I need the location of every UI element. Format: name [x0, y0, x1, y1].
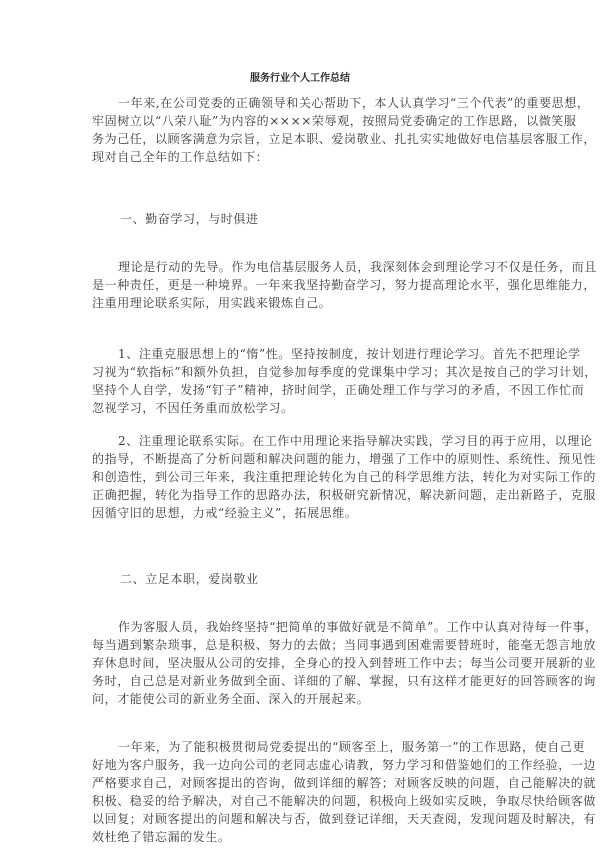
document-title: 服务行业个人工作总结 — [250, 73, 350, 84]
text-line: 和创造性，到公司三年来，我注重把理论转化为自己的科学思维方法，转化为对实际工作的 — [92, 470, 597, 484]
text-line: 2、注重理论联系实际。在工作中用理论来指导解决实践，学习目的再于应用，以理论 — [118, 434, 593, 448]
text-line: 的指导，不断提高了分析问题和解决问题的能力，增强了工作中的原则性、系统性、预见性 — [92, 452, 597, 466]
text-line: 务为己任，以顾客满意为宗旨，立足本职、爱岗敬业、扎扎实实地做好电信基层客服工作， — [92, 132, 597, 146]
text-line: 正确把握，转化为指导工作的思路办法，积极研究新情况，解决新问题，走出新路子，克服 — [92, 488, 597, 502]
text-line: 积极、稳妥的给予解决，对自己不能解决的问题，积极向上级如实反映，争取尽快给顾客做 — [92, 794, 597, 808]
paragraph-customer-service — [92, 618, 598, 708]
text-line: 坚持个人自学，发扬“钉子”精神，挤时间学，正确处理工作与学习的矛盾，不因工作忙而 — [92, 383, 585, 397]
text-line: 问，才能使公司的新业务全面、深入的开展起来。 — [92, 692, 370, 706]
text-line: 弃休息时间，坚决服从公司的安排，全身心的投入到替班工作中去；每当公司要开展新的业 — [92, 656, 597, 670]
text-line: 作为客服人员，我始终坚持“把简单的事做好就是不简单”。工作中认真对待每一件事， — [118, 620, 598, 634]
paragraph-theory — [92, 258, 597, 312]
text-line: 1、注重克服思想上的“惰”性。坚持按制度，按计划进行理论学习。首先不把理论学 — [118, 347, 581, 361]
text-line: 严格要求自己，对顾客提出的咨询，做到详细的解答；对顾客反映的问题，自己能解决的就 — [92, 776, 597, 790]
text-line: 一年来，为了能积极贯彻局党委提出的“顾客至上，服务第一”的工作思路，使自己更 — [118, 740, 586, 754]
text-line: 以回复；对顾客提出的问题和解决与否，做到登记详细，天天查阅，发现问题及时解决，有 — [92, 812, 597, 826]
text-line: 是一种责任，更是一种境界。一年来我坚持勤奋学习，努力提高理论水平，强化思维能力， — [92, 278, 597, 292]
paragraph-intro — [92, 94, 597, 166]
text-line: 效杜绝了错忘漏的发生。 — [92, 830, 231, 844]
section-heading-2: 二、立足本职，爱岗敬业 — [120, 572, 259, 586]
section-heading-1: 一、勤奋学习，与时俱进 — [120, 212, 259, 226]
text-line: 每当遇到繁杂琐事，总是积极、努力的去做；当同事遇到困难需要替班时，能毫无怨言地放 — [92, 638, 597, 652]
paragraph-year-review — [92, 738, 597, 846]
text-line: 理论是行动的先导。作为电信基层服务人员，我深刻体会到理论学习不仅是任务，而且 — [118, 260, 597, 274]
text-line: 务时，自己总是对新业务做到全面、详细的了解、掌握，只有这样才能更好的回答顾客的询 — [92, 674, 597, 688]
text-line: 一年来,在公司党委的正确领导和关心帮助下，本人认真学习“三个代表”的重要思想， — [118, 96, 590, 110]
text-line: 现对自己全年的工作总结如下： — [92, 150, 269, 164]
text-line: 因循守旧的思想，力戒“经验主义”，拓展思维。 — [92, 506, 358, 520]
text-line: 习视为“软指标”和额外负担，自觉参加每季度的党课集中学习；其次是按自己的学习计划， — [92, 365, 597, 379]
text-line: 好地为客户服务，我一边向公司的老同志虚心请教，努力学习和借鉴她们的工作经验，一边 — [92, 758, 597, 772]
text-line: 注重用理论联系实际，用实践来锻炼自己。 — [92, 296, 332, 310]
paragraph-point-2 — [92, 432, 597, 522]
paragraph-point-1 — [92, 345, 597, 417]
text-line: 忽视学习，不因任务重而放松学习。 — [92, 401, 294, 415]
text-line: 牢固树立以“八荣八耻”为内容的××××荣辱观，按照局党委确定的工作思路，以微笑服 — [92, 114, 577, 128]
